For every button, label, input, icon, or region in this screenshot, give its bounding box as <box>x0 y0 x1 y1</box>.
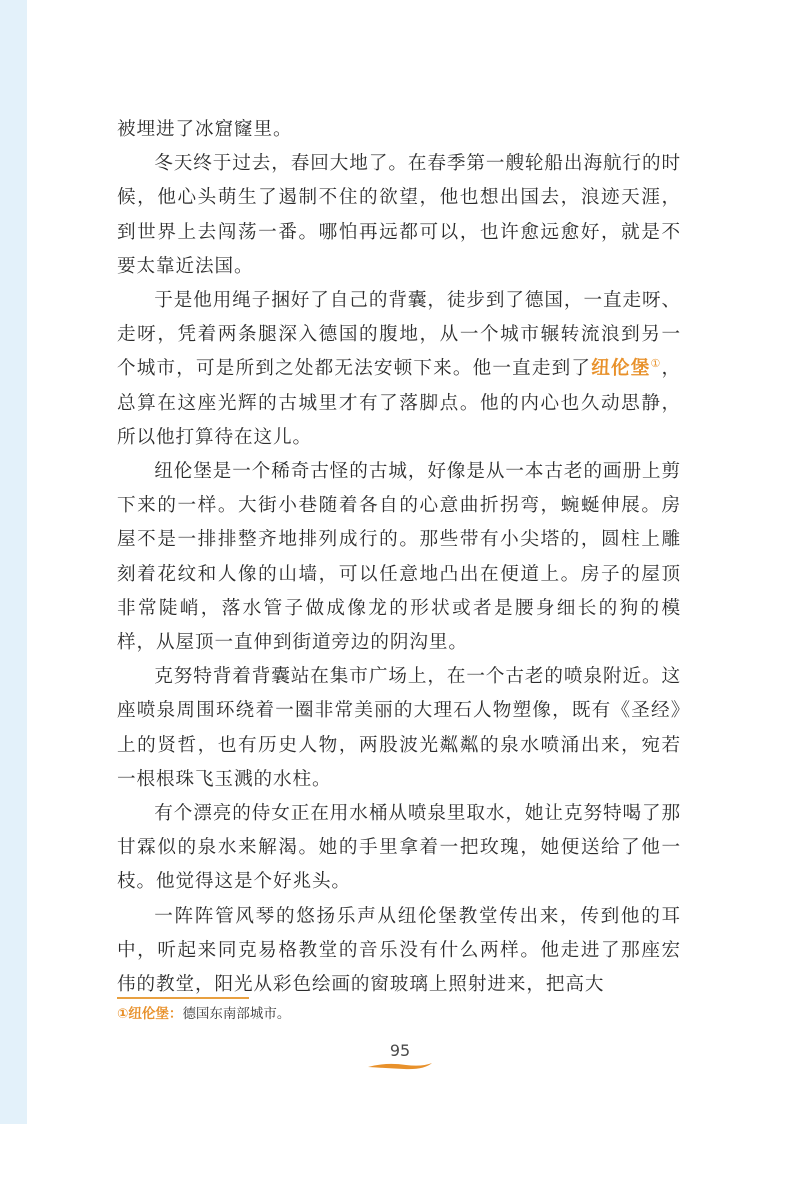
paragraph-4: 纽伦堡是一个稀奇古怪的古城，好像是从一本古老的画册上剪下来的一样。大街小巷随着各自的心意曲折拐弯，蜿蜒伸展。房屋不是一排排整齐地排列成行的。那些带有小尖塔的，圆柱上雕刻着花纹和人像的山墙，可以任意地凸出在便道上。房子的屋顶非常陡峭，落水管子做成像龙的形状或者是腰身细长的狗的模样，从屋顶一直伸到街道旁边的阴沟里。 <box>117 461 681 654</box>
paragraph-3 <box>117 284 681 455</box>
paragraph-6: 有个漂亮的侍女正在用水桶从喷泉里取水，她让克努特喝了那甘霖似的泉水来解渴。她的手里拿着一把玫瑰，她便送给了他一枝。他觉得这是个好兆头。 <box>117 803 681 893</box>
paragraph-2: 冬天终于过去，春回大地了。在春季第一艘轮船出海航行的时候，他心头萌生了遏制不住的欲望，他也想出国去，浪迹天涯，到世界上去闯荡一番。哪怕再远都可以，也许愈远愈好，就是不要太靠近法国。 <box>117 153 681 277</box>
footnote-reference: ① <box>650 357 662 371</box>
body-text <box>117 113 681 1002</box>
footnote-label: ①纽伦堡： <box>117 1006 183 1022</box>
page-side-strip <box>0 0 27 1124</box>
footnote <box>117 1002 290 1022</box>
paragraph-5: 克努特背着背囊站在集市广场上，在一个古老的喷泉附近。这座喷泉周围环绕着一圈非常美丽的大理石人物塑像，既有《圣经》上的贤哲，也有历史人物，两股波光粼粼的泉水喷涌出来，宛若一根根珠飞玉溅的水柱。 <box>117 666 681 790</box>
paragraph-1: 被埋进了冰窟窿里。 <box>117 119 293 140</box>
highlighted-term-nuremberg: 纽伦堡 <box>591 358 651 380</box>
page-number-swoosh <box>366 1060 434 1072</box>
footnote-text: 德国东南部城市。 <box>182 1006 291 1022</box>
paragraph-7: 一阵阵管风琴的悠扬乐声从纽伦堡教堂传出来，传到他的耳中，听起来同克易格教堂的音乐没有什么两样。他走进了那座宏伟的教堂，阳光从彩色绘画的窗玻璃上照射进来，把高大 <box>117 905 681 996</box>
paragraph-3-text-after: ，总算在这座光辉的古城里才有了落脚点。他的内心也久动思静，所以他打算待在这儿。 <box>117 358 681 448</box>
paragraph-3-text-before: 于是他用绳子捆好了自己的背囊，徒步到了德国，一直走呀、走呀，凭着两条腿深入德国的腹地，从一个城市辗转流浪到另一个城市，可是所到之处都无法安顿下来。他一直走到了 <box>117 290 681 380</box>
footnote-divider <box>117 997 249 999</box>
page-number: 95 <box>389 1041 411 1060</box>
